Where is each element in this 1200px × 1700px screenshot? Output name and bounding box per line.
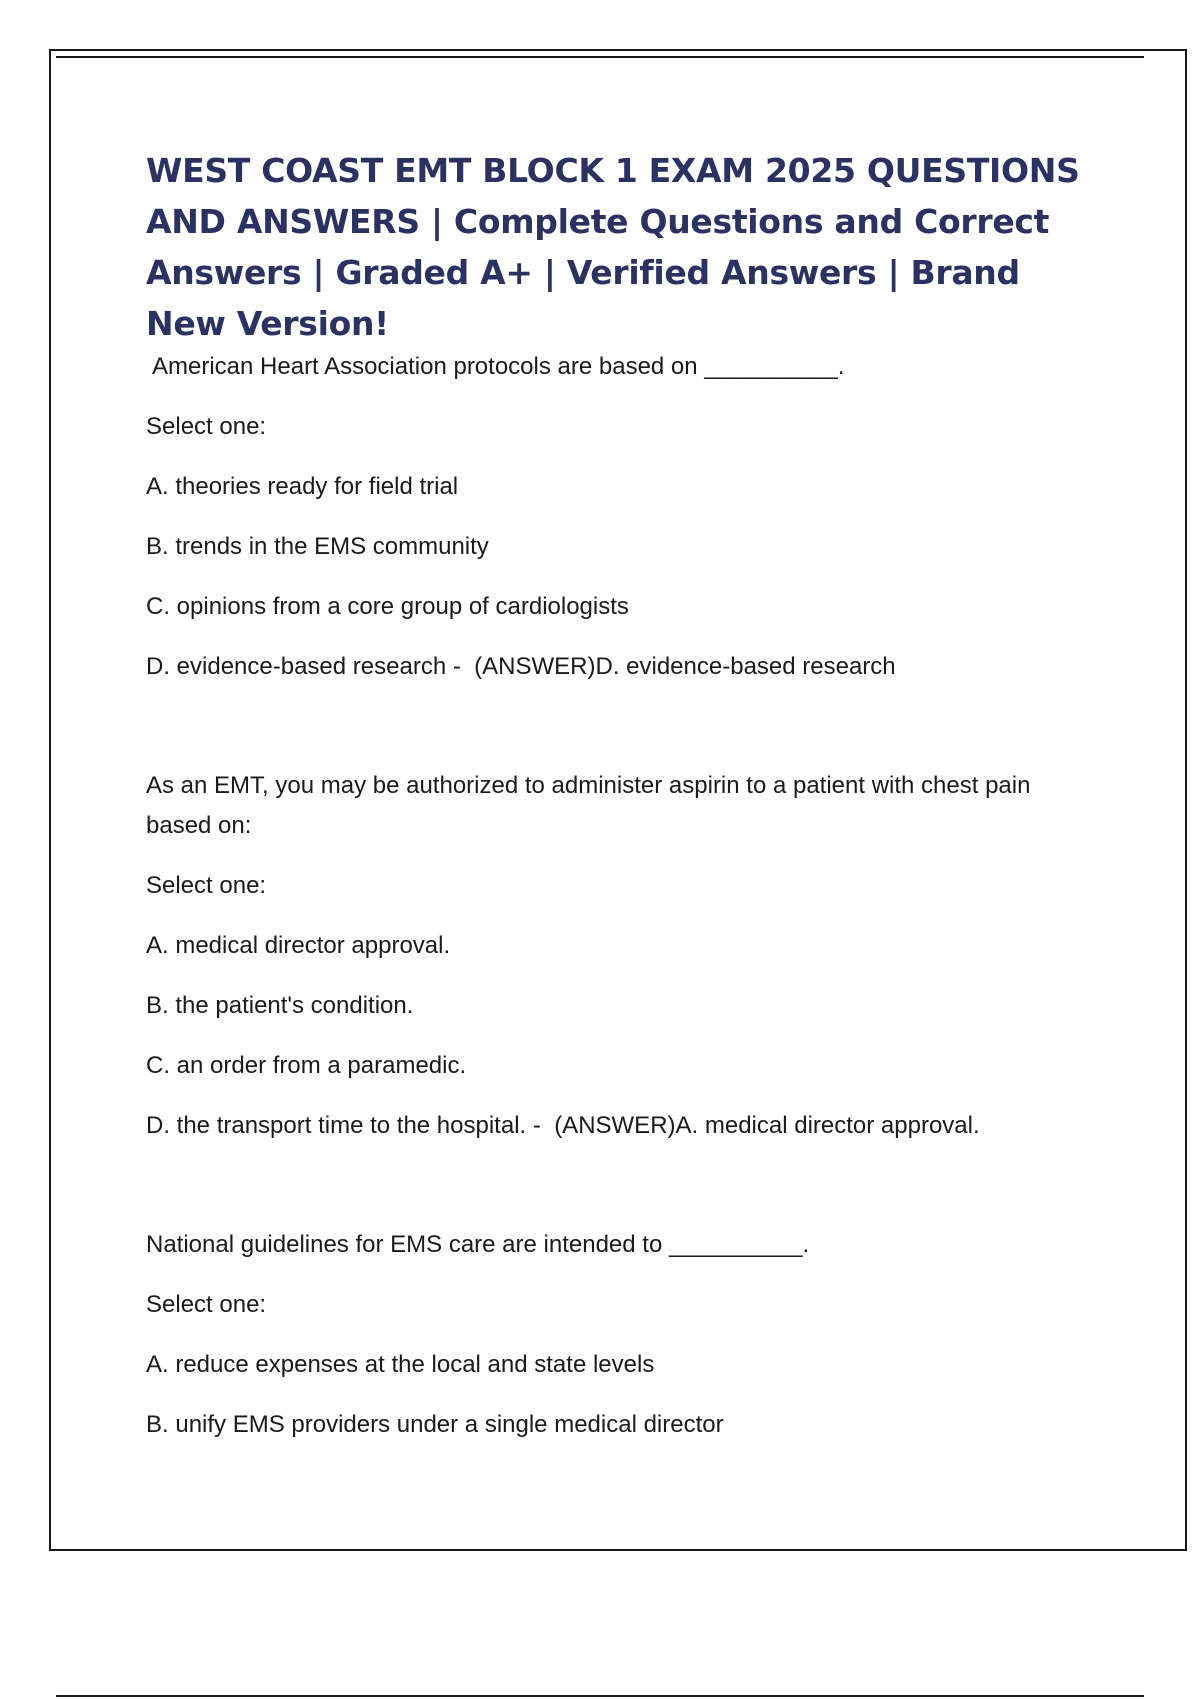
answer-option-with-key: D. evidence-based research - (ANSWER)D. evidence-based research — [146, 653, 896, 680]
question-prompt: National guidelines for EMS care are intended to __________. — [146, 1231, 810, 1258]
answer-option: A. theories ready for field trial — [146, 473, 459, 500]
question-3 — [146, 1225, 1086, 1445]
answer-option-with-key: D. the transport time to the hospital. - (ANSWER)A. medical director approval. — [146, 1112, 980, 1139]
question-prompt: American Heart Association protocols are based on __________. — [152, 353, 845, 380]
header-rule — [56, 56, 1144, 58]
answer-option: C. opinions from a core group of cardiologists — [146, 593, 629, 620]
answer-option: C. an order from a paramedic. — [146, 1052, 467, 1079]
footer-rule — [56, 1695, 1144, 1697]
answer-option: B. the patient's condition. — [146, 992, 414, 1019]
answer-option: B. unify EMS providers under a single medical director — [146, 1411, 724, 1438]
question-2 — [146, 766, 1086, 1146]
answer-option: A. medical director approval. — [146, 932, 451, 959]
select-one-label: Select one: — [146, 1291, 267, 1318]
select-one-label: Select one: — [146, 872, 267, 899]
document-title: WEST COAST EMT BLOCK 1 EXAM 2025 QUESTIONS AND ANSWERS | Complete Questions and Correct Answers | Graded A+ | Verified Answers | Brand New Version! — [146, 151, 1080, 343]
answer-option: A. reduce expenses at the local and state levels — [146, 1351, 655, 1378]
question-1 — [146, 347, 1086, 687]
question-prompt: As an EMT, you may be authorized to administer aspirin to a patient with chest pain based on: — [146, 772, 1031, 839]
document-body — [146, 145, 1086, 1445]
select-one-label: Select one: — [146, 413, 267, 440]
answer-option: B. trends in the EMS community — [146, 533, 489, 560]
